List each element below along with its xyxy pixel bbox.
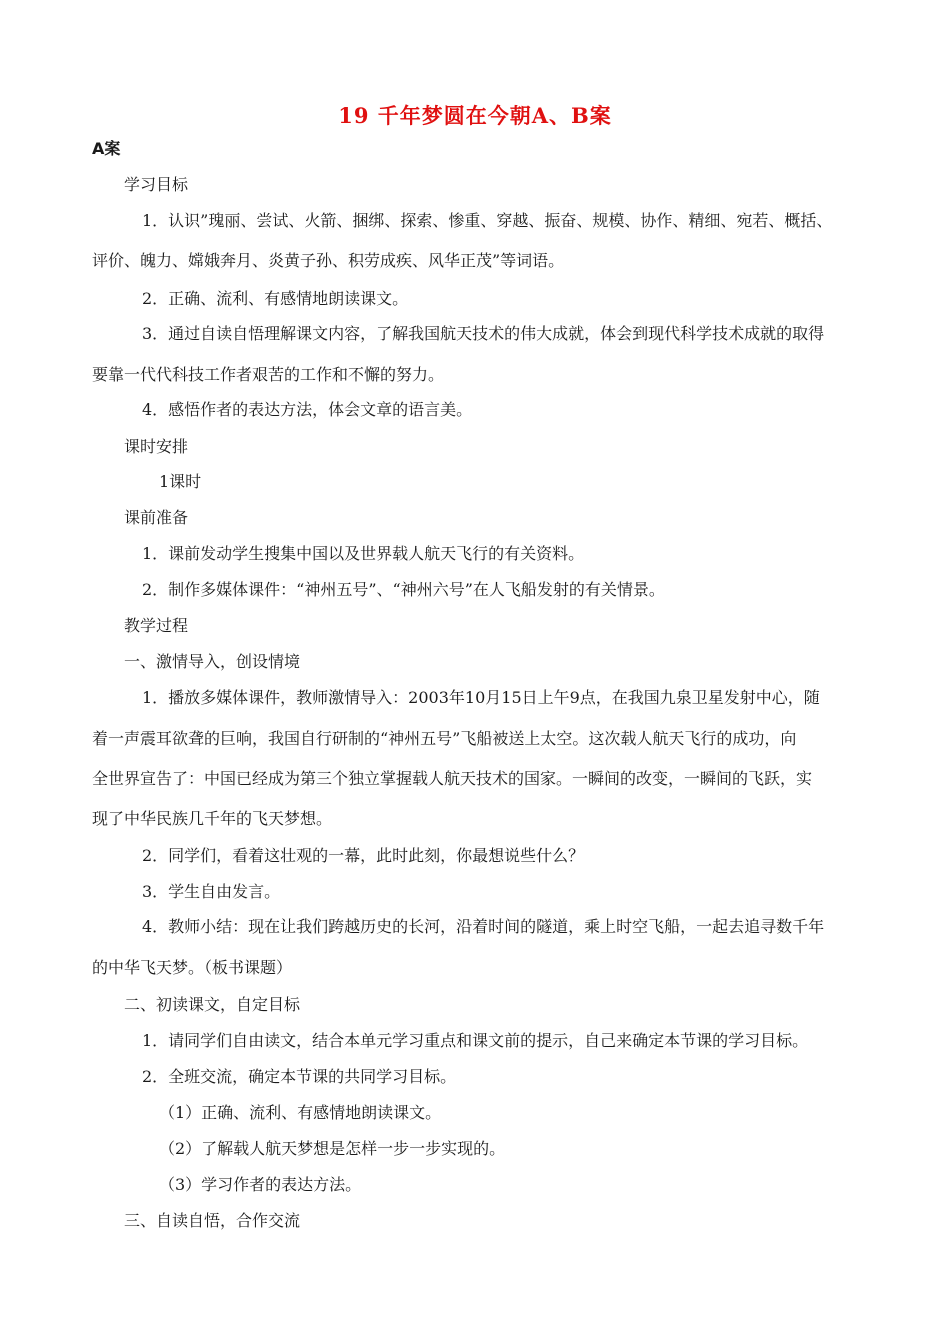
section-heading-3: 三、自读自悟，合作交流 — [124, 1211, 301, 1230]
paragraph-line: 要靠一代代科技工作者艰苦的工作和不懈的努力。 — [92, 365, 445, 384]
section-heading-a: A案 — [92, 139, 121, 158]
paragraph-line: 的中华飞天梦。（板书课题） — [92, 958, 293, 977]
paragraph-line: 4．教师小结：现在让我们跨越历史的长河，沿着时间的隧道，乘上时空飞船，一起去追寻数千年 — [142, 917, 825, 936]
paragraph-line: 2．全班交流，确定本节课的共同学习目标。 — [142, 1067, 457, 1086]
heading-schedule: 课时安排 — [124, 437, 189, 456]
list-item: （2）了解载人航天梦想是怎样一步一步实现的。 — [159, 1139, 506, 1158]
paragraph-line: 2．同学们，看着这壮观的一幕，此时此刻，你最想说些什么？ — [142, 846, 585, 865]
paragraph-line: 4．感悟作者的表达方法，体会文章的语言美。 — [142, 400, 473, 419]
section-heading-2: 二、初读课文，自定目标 — [124, 995, 301, 1014]
heading-teaching-process: 教学过程 — [124, 616, 189, 635]
paragraph-line: 1课时 — [159, 472, 202, 491]
paragraph-line: 现了中华民族几千年的飞天梦想。 — [92, 809, 333, 828]
paragraph-line: 2．正确、流利、有感情地朗读课文。 — [142, 289, 409, 308]
paragraph-line: 3．通过自读自悟理解课文内容，了解我国航天技术的伟大成就，体会到现代科学技术成就的取得 — [142, 324, 825, 343]
paragraph-line: 评价、魄力、嫦娥奔月、炎黄子孙、积劳成疾、风华正茂”等词语。 — [92, 251, 565, 270]
paragraph-line: 着一声震耳欲聋的巨响，我国自行研制的“神州五号”飞船被送上太空。这次载人航天飞行的成功，向 — [92, 729, 797, 748]
paragraph-line: 1．课前发动学生搜集中国以及世界载人航天飞行的有关资料。 — [142, 544, 585, 563]
paragraph-line: 2．制作多媒体课件：“神州五号”、“神州六号”在人飞船发射的有关情景。 — [142, 580, 665, 599]
heading-preparation: 课前准备 — [124, 508, 189, 527]
list-item: （1）正确、流利、有感情地朗读课文。 — [159, 1103, 442, 1122]
paragraph-line: 3．学生自由发言。 — [142, 882, 281, 901]
list-item: （3）学习作者的表达方法。 — [159, 1175, 362, 1194]
section-heading-1: 一、激情导入，创设情境 — [124, 652, 301, 671]
paragraph-line: 1．播放多媒体课件，教师激情导入：2003年10月15日上午9点，在我国九泉卫星发射中心，随 — [142, 688, 820, 707]
document-title: 19 千年梦圆在今朝A、B案 — [338, 103, 612, 128]
heading-learning-goals: 学习目标 — [124, 175, 189, 194]
paragraph-line: 1．认识”瑰丽、尝试、火箭、捆绑、探索、惨重、穿越、振奋、规模、协作、精细、宛若、概括、 — [142, 211, 833, 230]
paragraph-line: 1．请同学们自由读文，结合本单元学习重点和课文前的提示，自己来确定本节课的学习目标。 — [142, 1031, 809, 1050]
paragraph-line: 全世界宣告了：中国已经成为第三个独立掌握载人航天技术的国家。一瞬间的改变，一瞬间的飞跃，实 — [92, 769, 813, 788]
